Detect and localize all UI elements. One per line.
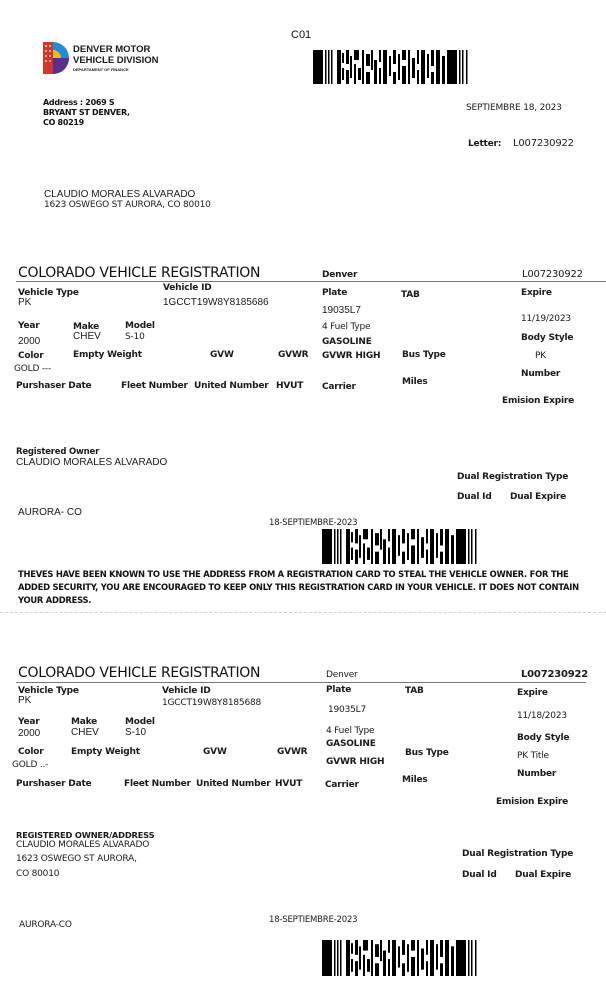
recipient-name: CLAUDIO MORALES ALVARADO: [44, 189, 196, 200]
color-label: Color: [18, 747, 44, 757]
letter-number: L007230922: [513, 138, 574, 149]
united-number-label: United Number: [196, 779, 271, 789]
logo-line-3: DEPARTAMENT OF FINANCE: [73, 67, 129, 72]
dual-registration-type-label: Dual Registration Type: [457, 472, 569, 482]
color-value: GOLD ..-: [12, 760, 49, 770]
issue-date: 18-SEPTIEMBRE-2023: [269, 518, 358, 528]
tab-label: TAB: [401, 290, 420, 300]
body-style-value: PK Title: [517, 751, 549, 761]
fleet-number-label: Fleet Number: [121, 381, 188, 391]
make-value: CHEV: [71, 727, 99, 738]
model-label: Model: [125, 717, 155, 727]
plate-label: Plate: [322, 288, 348, 298]
fleet-number-label: Fleet Number: [124, 779, 191, 789]
empty-weight-label: Empty Weight: [73, 350, 142, 360]
purchaser-date-label: Purshaser Date: [16, 381, 92, 391]
fuel-type-label: 4 Fuel Type: [322, 322, 371, 332]
plate-label: Plate: [326, 685, 352, 695]
gvw-label: GVW: [203, 747, 227, 757]
dual-id-label: Dual Id: [462, 870, 497, 880]
expire-value: 11/18/2023: [517, 711, 567, 721]
card-title: COLORADO VEHICLE REGISTRATION: [18, 265, 261, 281]
vehicle-type-value: PK: [18, 297, 32, 308]
recipient-address: 1623 OSWEGO ST AURORA, CO 80010: [44, 200, 211, 210]
barcode-graphic: [313, 50, 473, 84]
emision-expire-label: Emision Expire: [496, 797, 568, 807]
office-address: [43, 98, 130, 128]
carrier-label: Carrier: [322, 382, 356, 392]
registered-owner-label: REGISTERED OWNER/ADDRESS: [16, 830, 155, 840]
number-label: Number: [517, 769, 557, 779]
denver-logo-icon: [43, 42, 71, 74]
year-label: Year: [18, 321, 40, 331]
registered-owner-value: CLAUDIO MORALES ALVARADO: [16, 840, 150, 850]
make-label: Make: [73, 322, 100, 332]
expire-value: 11/19/2023: [521, 314, 571, 324]
logo-line-2: VEHICLE DIVISION: [73, 55, 159, 66]
dual-registration-type-label: Dual Registration Type: [462, 849, 574, 859]
year-value: 2000: [18, 728, 41, 739]
model-value: S-10: [125, 332, 145, 342]
county: Denver: [322, 270, 358, 280]
bus-type-label: Bus Type: [402, 350, 446, 360]
barcode-graphic: [322, 529, 482, 564]
expire-label: Expire: [521, 288, 552, 298]
dual-expire-label: Dual Expire: [510, 492, 566, 502]
registered-owner-value: CLAUDIO MORALES ALVARADO: [16, 457, 168, 468]
registered-owner-label: Registered Owner: [16, 447, 100, 457]
color-label: Color: [18, 351, 44, 361]
title-rule: [16, 682, 586, 683]
gvwr-label: GVWR: [277, 747, 308, 757]
owner-address-line-1: 1623 OSWEGO ST AURORA,: [16, 854, 137, 864]
vehicle-type-label: Vehicle Type: [18, 686, 79, 696]
gvwr-high-label: GVWR HIGH: [326, 757, 385, 767]
make-value: CHEV: [73, 331, 101, 342]
logo-line-1: DENVER MOTOR: [73, 44, 151, 55]
carrier-label: Carrier: [325, 780, 359, 790]
fuel-value: GASOLINE: [322, 337, 372, 347]
united-number-label: United Number: [194, 381, 269, 391]
office-address-line: CO 80219: [43, 118, 84, 127]
barcode-graphic: [322, 940, 482, 976]
plate-value: 19035L7: [328, 705, 366, 715]
hvut-label: HVUT: [276, 381, 304, 391]
card-title: COLORADO VEHICLE REGISTRATION: [18, 665, 261, 681]
city-value: AURORA-CO: [19, 920, 72, 930]
title-rule: [16, 281, 606, 282]
office-address-line: BRYANT ST DENVER,: [43, 108, 130, 117]
fuel-type-label: 4 Fuel Type: [326, 726, 375, 736]
emision-expire-label: Emision Expire: [502, 396, 574, 406]
body-style-label: Body Style: [517, 733, 570, 743]
vehicle-id-label: Vehicle ID: [162, 686, 211, 696]
registration-number: L007230922: [522, 269, 583, 280]
vehicle-id-value: 1GCCT19W8Y8185688: [162, 698, 262, 708]
model-label: Model: [125, 321, 155, 331]
vehicle-id-label: Vehicle ID: [163, 283, 212, 293]
dual-expire-label: Dual Expire: [515, 870, 571, 880]
gvwr-high-label: GVWR HIGH: [322, 351, 381, 361]
vehicle-type-label: Vehicle Type: [18, 288, 79, 298]
issue-date: 18-SEPTIEMBRE-2023: [269, 915, 358, 925]
expire-label: Expire: [517, 688, 548, 698]
pdf417-barcode: [313, 50, 473, 84]
dmv-logo: [43, 42, 163, 74]
security-notice: THEVES HAVE BEEN KNOWN TO USE THE ADDRESS FROM A REGISTRATION CARD TO STEAL THE VEHICLE OWNER. FOR THE ADDED SECURITY, YOU ARE ENCOURAGED TO KEEP ONLY THIS REGISTRATION CARD IN YOUR VEHICLE. IT DOES NOT CONTAIN YOUR ADDRESS.: [18, 569, 579, 605]
body-style-value: PK: [535, 351, 546, 361]
owner-address-line-2: CO 80010: [16, 869, 60, 879]
vehicle-type-value: PK: [18, 695, 32, 706]
gvw-label: GVW: [210, 350, 234, 360]
pdf417-barcode: [322, 529, 482, 564]
letter-label: Letter:: [468, 139, 502, 149]
fuel-value: GASOLINE: [326, 739, 376, 749]
number-label: Number: [521, 369, 561, 379]
gvwr-label: GVWR: [278, 350, 309, 360]
miles-label: Miles: [402, 775, 428, 785]
purchaser-date-label: Purshaser Date: [16, 779, 92, 789]
vehicle-id-value: 1GCCT19W8Y8185686: [163, 297, 269, 308]
pdf417-barcode: [322, 940, 482, 976]
registration-number: L007230922: [521, 669, 588, 680]
miles-label: Miles: [402, 377, 428, 387]
tab-label: TAB: [405, 686, 424, 696]
plate-value: 19035L7: [322, 305, 361, 316]
color-value: GOLD ---: [14, 364, 52, 374]
model-value: S-10: [125, 727, 147, 738]
year-value: 2000: [18, 336, 41, 347]
year-label: Year: [18, 717, 40, 727]
body-style-label: Body Style: [521, 333, 574, 343]
document-code: C01: [291, 29, 312, 41]
dual-id-label: Dual Id: [457, 492, 492, 502]
cut-line: [0, 612, 606, 613]
hvut-label: HVUT: [275, 779, 303, 789]
bus-type-label: Bus Type: [405, 748, 449, 758]
office-address-line: Address : 2069 S: [43, 98, 115, 107]
make-label: Make: [71, 717, 98, 727]
city-value: AURORA- CO: [18, 507, 82, 518]
empty-weight-label: Empty Weight: [71, 747, 140, 757]
letter-date: SEPTIEMBRE 18, 2023: [466, 103, 562, 113]
county: Denver: [326, 670, 358, 680]
